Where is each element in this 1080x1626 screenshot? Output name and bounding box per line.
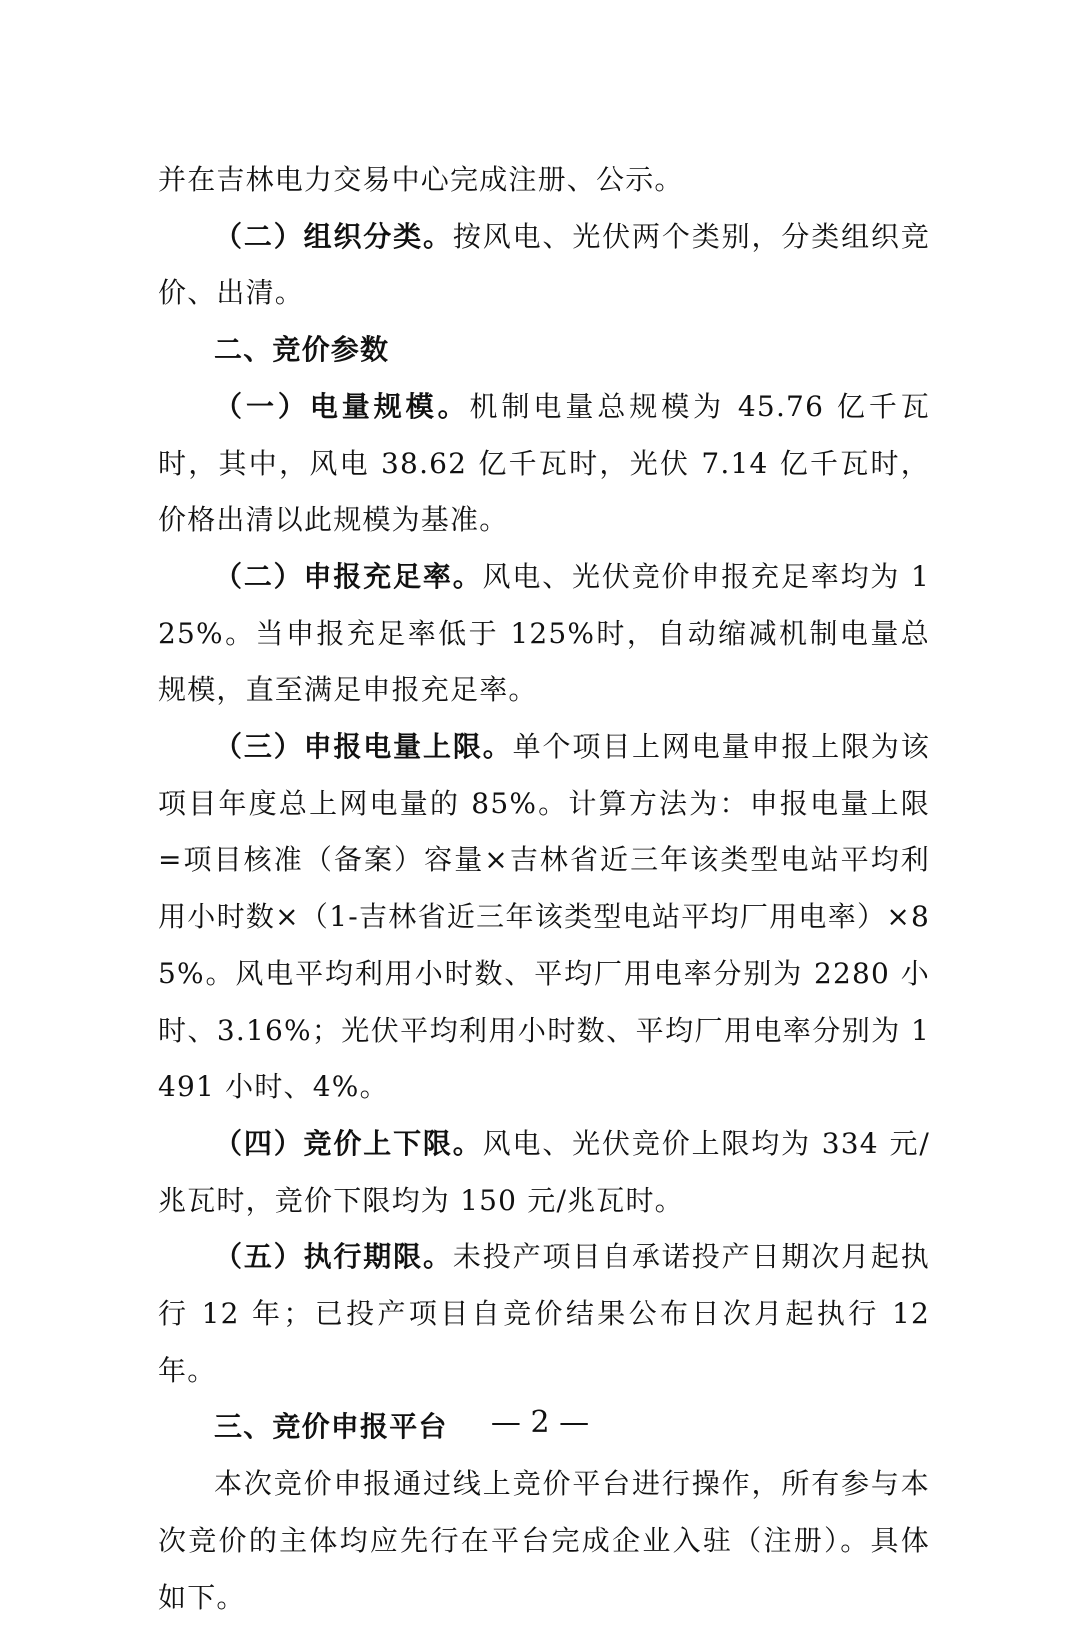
paragraph-registration-continuation [158, 152, 930, 209]
paragraph-platform-registration [158, 1456, 930, 1626]
item-lead: （三）申报电量上限。 [214, 730, 513, 764]
item-text: 单个项目上网电量申报上限为该项目年度总上网电量的 85%。计算方法为：申报电量上限=项目核准（备案）容量×吉林省近三年该类型电站平均利用小时数×（1-吉林省近三年该类型电站平均厂用电率）×85%。风电平均利用小时数、平均厂用电率分别为 2280 小时、3.16%；光伏平均利用小时数、平均厂用电率分别为 1491 小时、4%。 [158, 730, 930, 1104]
item-declaration-adequacy-rate [158, 549, 930, 719]
item-lead: （二）组织分类。 [214, 219, 453, 253]
item-lead: （一）电量规模。 [214, 389, 470, 423]
item-execution-period [158, 1229, 930, 1399]
item-text: 机制电量总规模为 45.76 亿千瓦时，其中，风电 38.62 亿千瓦时，光伏 7.14 亿千瓦时，价格出清以此规模为基准。 [158, 389, 931, 537]
item-organization-classification [158, 209, 930, 322]
item-lead: （四）竞价上下限。 [214, 1126, 483, 1160]
section-heading-text: 二、竞价参数 [214, 333, 390, 367]
item-text: 风电、光伏竞价上限均为 334 元/兆瓦时，竞价下限均为 150 元/兆瓦时。 [158, 1126, 930, 1217]
item-electricity-scale [158, 379, 930, 549]
item-lead: （二）申报充足率。 [214, 559, 483, 593]
item-declaration-volume-cap [158, 719, 930, 1116]
item-text: 未投产项目自承诺投产日期次月起执行 12 年；已投产项目自竞价结果公布日次月起执行 12 年。 [158, 1240, 930, 1387]
item-text: 按风电、光伏两个类别，分类组织竞价、出清。 [158, 219, 930, 310]
section-heading-text: 三、竞价申报平台 [214, 1410, 448, 1444]
paragraph-text: 本次竞价申报通过线上竞价平台进行操作，所有参与本次竞价的主体均应先行在平台完成企业入驻（注册）。具体如下。 [158, 1467, 930, 1614]
item-bidding-price-limits [158, 1116, 930, 1229]
item-lead: （五）执行期限。 [214, 1240, 453, 1274]
section-heading-bidding-parameters [158, 322, 930, 379]
page-number: — 2 — [490, 1405, 590, 1440]
paragraph-text: 并在吉林电力交易中心完成注册、公示。 [158, 163, 684, 196]
item-text: 风电、光伏竞价申报充足率均为 125%。当申报充足率低于 125%时，自动缩减机制电量总规模，直至满足申报充足率。 [158, 559, 930, 707]
